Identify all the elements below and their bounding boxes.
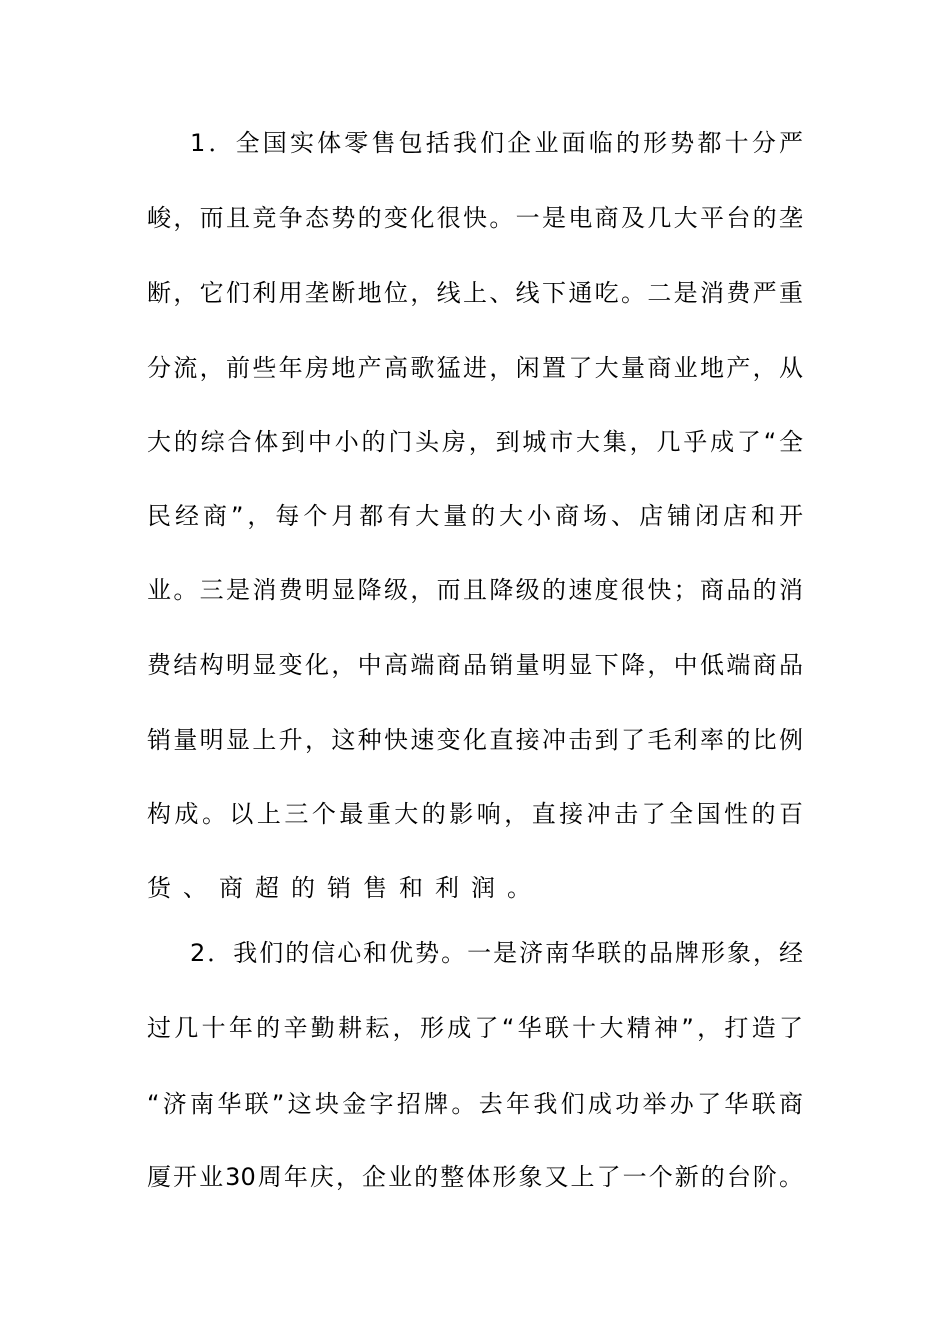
text-line: 1．全国实体零售包括我们企业面临的形势都十分严 (190, 129, 803, 157)
text-line: 民经商”，每个月都有大量的大小商场、店铺闭店和开 (147, 502, 803, 530)
text-line: 费结构明显变化，中高端商品销量明显下降，中低端商品 (147, 651, 803, 679)
text-line: 分流，前些年房地产高歌猛进，闲置了大量商业地产，从 (147, 354, 803, 382)
text-line: 厦开业30周年庆，企业的整体形象又上了一个新的台阶。 (147, 1163, 803, 1191)
text-line: 断，它们利用垄断地位，线上、线下通吃。二是消费严重 (147, 279, 803, 307)
text-line: 峻，而且竞争态势的变化很快。一是电商及几大平台的垄 (147, 204, 803, 232)
text-line: “济南华联”这块金字招牌。去年我们成功举办了华联商 (147, 1090, 803, 1118)
text-line: 构成。以上三个最重大的影响，直接冲击了全国性的百 (147, 800, 803, 828)
text-line: 货、商超的销售和利润。 (147, 874, 543, 902)
text-line: 大的综合体到中小的门头房，到城市大集，几乎成了“全 (147, 428, 803, 456)
text-line: 2．我们的信心和优势。一是济南华联的品牌形象，经 (190, 939, 803, 967)
text-line: 业。三是消费明显降级，而且降级的速度很快；商品的消 (147, 576, 803, 604)
text-line: 销量明显上升，这种快速变化直接冲击到了毛利率的比例 (147, 726, 803, 754)
text-line: 过几十年的辛勤耕耘，形成了“华联十大精神”，打造了 (147, 1014, 803, 1042)
